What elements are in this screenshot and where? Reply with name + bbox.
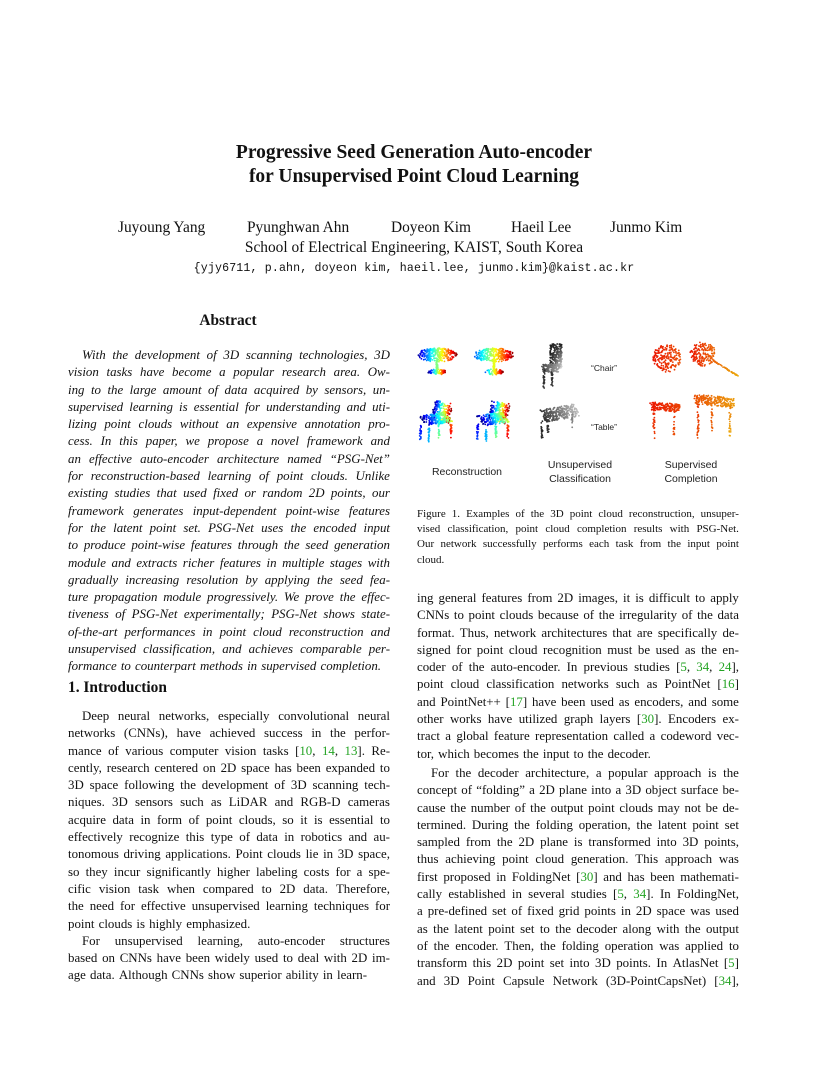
text-line: thus achieving point cloud generation. This approach was — [417, 852, 739, 867]
text-line: acquire data in form of point clouds, so it is essential to — [68, 812, 390, 827]
reconstruction-chair-output — [476, 400, 511, 442]
text-line: concept of “folding” a 2D plane into a 3D object surface be- — [417, 783, 739, 798]
author-name: Doyeon Kim — [391, 219, 471, 236]
text-line: 3D space following the development of 3D scanning tech- — [68, 778, 390, 793]
text-line: and PointNet++ [17] have been used as encoders, and some — [417, 694, 739, 709]
text-line: With the development of 3D scanning technologies, 3D — [82, 348, 390, 362]
paper-title — [0, 141, 828, 188]
figure-label-line: Completion — [664, 473, 718, 485]
table-class-label: “Table” — [591, 422, 617, 432]
text-line: coder of the auto-encoder. In previous studies [5, 34, 24], — [417, 660, 739, 675]
text-line: termined. During the folding operation, the latent point set — [417, 817, 739, 832]
text-line: transform this 2D point set into 3D points. In AtlasNet [5] — [417, 956, 739, 971]
text-line: framework generates input-dependent point-wise features — [68, 503, 390, 518]
text-line: existing studies that used fixed or random 2D points, our — [68, 486, 390, 501]
text-line: unsupervised classification, and achieves comparable per- — [68, 642, 390, 657]
text-line: supervised learning is essential for understanding and uti- — [68, 399, 390, 414]
reconstruction-table-output — [474, 347, 514, 376]
title-line-2: for Unsupervised Point Cloud Learning — [248, 165, 580, 187]
text-line: other works have utilized graph layers [30]. Encoders ex- — [417, 712, 739, 727]
text-line: effectively recognize this type of data in robotics and au- — [68, 830, 390, 845]
text-line: vised classification, point cloud completion results with PSG-Net. — [417, 523, 739, 536]
text-line: Our network successfully performs each task from the input point — [417, 538, 739, 551]
text-line: the need for effective unsupervised learning techniques for — [68, 899, 390, 914]
text-line: Deep neural networks, especially convolutional neural — [82, 709, 390, 723]
figure-label-line: Unsupervised — [547, 459, 613, 471]
text-line: a pre-defined set of fixed grid points in 2D space was used — [417, 904, 739, 919]
text-line: module and extracts richer features in multiple stages with — [68, 555, 390, 570]
figure-label-line: Classification — [549, 473, 611, 485]
author-name: Juyoung Yang — [118, 219, 206, 236]
text-line: cess. In this paper, we propose a novel framework and — [68, 434, 390, 449]
figure-1-caption — [417, 507, 739, 568]
classification-table-cloud — [540, 404, 580, 439]
text-line: CNNs to point clouds because of the irregularity of the data — [417, 608, 739, 623]
text-line: niques. 3D sensors such as LiDAR and RGB-D cameras — [68, 795, 390, 810]
classification-chair-cloud — [541, 343, 563, 389]
text-line: ing to the large amount of data acquired by sensors, un- — [68, 382, 390, 397]
figure-label-reconstruction: Reconstruction — [431, 466, 503, 478]
text-line: gradually increasing resolution by applying the seed fea- — [68, 572, 390, 587]
text-line: cific vision task when compared to 2D data. Therefore, — [68, 881, 390, 896]
intro-right-column-paragraph-1 — [417, 590, 739, 763]
text-line: of-the-art performances in point cloud reconstruction and — [68, 624, 390, 639]
text-line: For unsupervised learning, auto-encoder structures — [82, 933, 390, 948]
author-emails: {yjy6711, p.ahn, doyeon kim, haeil.lee, junmo.kim}@kaist.ac.kr — [193, 262, 635, 275]
text-line: for reconstruction-based learning of point clouds. Unlike — [68, 469, 390, 484]
intro-right-column-paragraph-2 — [417, 765, 739, 990]
text-line: tract a global feature representation called a codeword vec- — [417, 729, 739, 744]
text-line: cally established in several studies [5, 34]. In FoldingNet, — [417, 887, 739, 902]
text-line: to produce point-wise features through the seed generation — [68, 538, 390, 553]
text-line: Figure 1. Examples of the 3D point cloud reconstruction, unsuper- — [417, 508, 739, 520]
text-line: cently, research centered on 2D space has been expanded to — [68, 760, 390, 775]
text-line: an effective auto-encoder architecture named “PSG-Net” — [68, 451, 390, 466]
text-line: format. Thus, network architectures that are specifically de- — [417, 625, 739, 640]
text-line: lizing point clouds without an expensive annotation pro- — [68, 417, 390, 432]
author-name: Junmo Kim — [610, 219, 683, 236]
abstract-body — [68, 347, 390, 676]
text-line: mance of various computer vision tasks [10, 14, 13]. Re- — [68, 743, 390, 758]
text-line: based on CNNs have been widely used to deal with 2D im- — [68, 951, 390, 966]
completion-table-partial — [649, 402, 680, 440]
text-line: as the latent point set to the decoder along with the output — [417, 921, 739, 936]
text-line: tor, which becomes the input to the decoder. — [417, 746, 651, 761]
text-line: first proposed in FoldingNet [30] and has been mathemati- — [417, 869, 739, 884]
text-line: point cloud classification networks such as PointNet [16] — [417, 677, 739, 692]
text-line: vision tasks have become a popular research area. Ow- — [68, 365, 390, 380]
text-line: cause the number of the output point clouds may not be de- — [417, 800, 739, 815]
reconstruction-table-input — [418, 347, 458, 375]
reconstruction-chair-input — [419, 400, 453, 442]
text-line: so they incur significantly higher labeling costs for a spe- — [68, 864, 390, 879]
chair-class-label: “Chair” — [591, 363, 617, 373]
affiliation: School of Electrical Engineering, KAIST, South Korea — [244, 239, 584, 256]
text-line: point clouds is highly emphasized. — [68, 916, 251, 931]
text-line: signed for point cloud recognition must be used as the en- — [417, 642, 739, 657]
text-line: age data. Although CNNs show superior ability in learn- — [68, 968, 368, 983]
text-line: ture propagation module progressively. We prove the effec- — [68, 590, 390, 605]
text-line: For the decoder architecture, a popular approach is the — [431, 766, 739, 780]
text-line: cloud. — [417, 553, 445, 566]
text-line: tiveness of PSG-Net experimentally; PSG-Net shows state- — [68, 607, 390, 622]
title-line-1: Progressive Seed Generation Auto-encoder — [235, 142, 593, 163]
text-line: ing general features from 2D images, it is difficult to apply — [417, 591, 739, 605]
text-line: formance to counterpart methods in supervised completion. — [68, 659, 381, 674]
author-name: Haeil Lee — [511, 219, 572, 236]
intro-left-column — [68, 708, 390, 985]
text-line: tonomous driving applications. Point clouds lie in 3D space, — [68, 847, 390, 862]
completion-table-complete — [693, 394, 735, 439]
text-line: for the latent point set. PSG-Net uses the encoded input — [68, 520, 390, 535]
text-line: and 3D Point Capsule Network (3D-PointCapsNet) [34], — [417, 973, 739, 988]
figure-label-unsupervised-classification — [530, 458, 630, 486]
completion-blob-partial — [652, 344, 681, 373]
introduction-heading: 1. Introduction — [68, 679, 167, 696]
figure-label-line: Supervised — [664, 459, 718, 471]
author-name: Pyunghwan Ahn — [247, 219, 350, 236]
figure-label-supervised-completion — [641, 458, 741, 486]
text-line: sampled from the 2D plane is transformed into 3D points, — [417, 835, 739, 850]
text-line: of the encoder. Then, the folding operation was applied to — [417, 938, 739, 953]
completion-blob-complete — [689, 342, 739, 377]
abstract-heading: Abstract — [199, 312, 257, 329]
text-line: networks (CNNs), have achieved success in the perfor- — [68, 726, 390, 741]
